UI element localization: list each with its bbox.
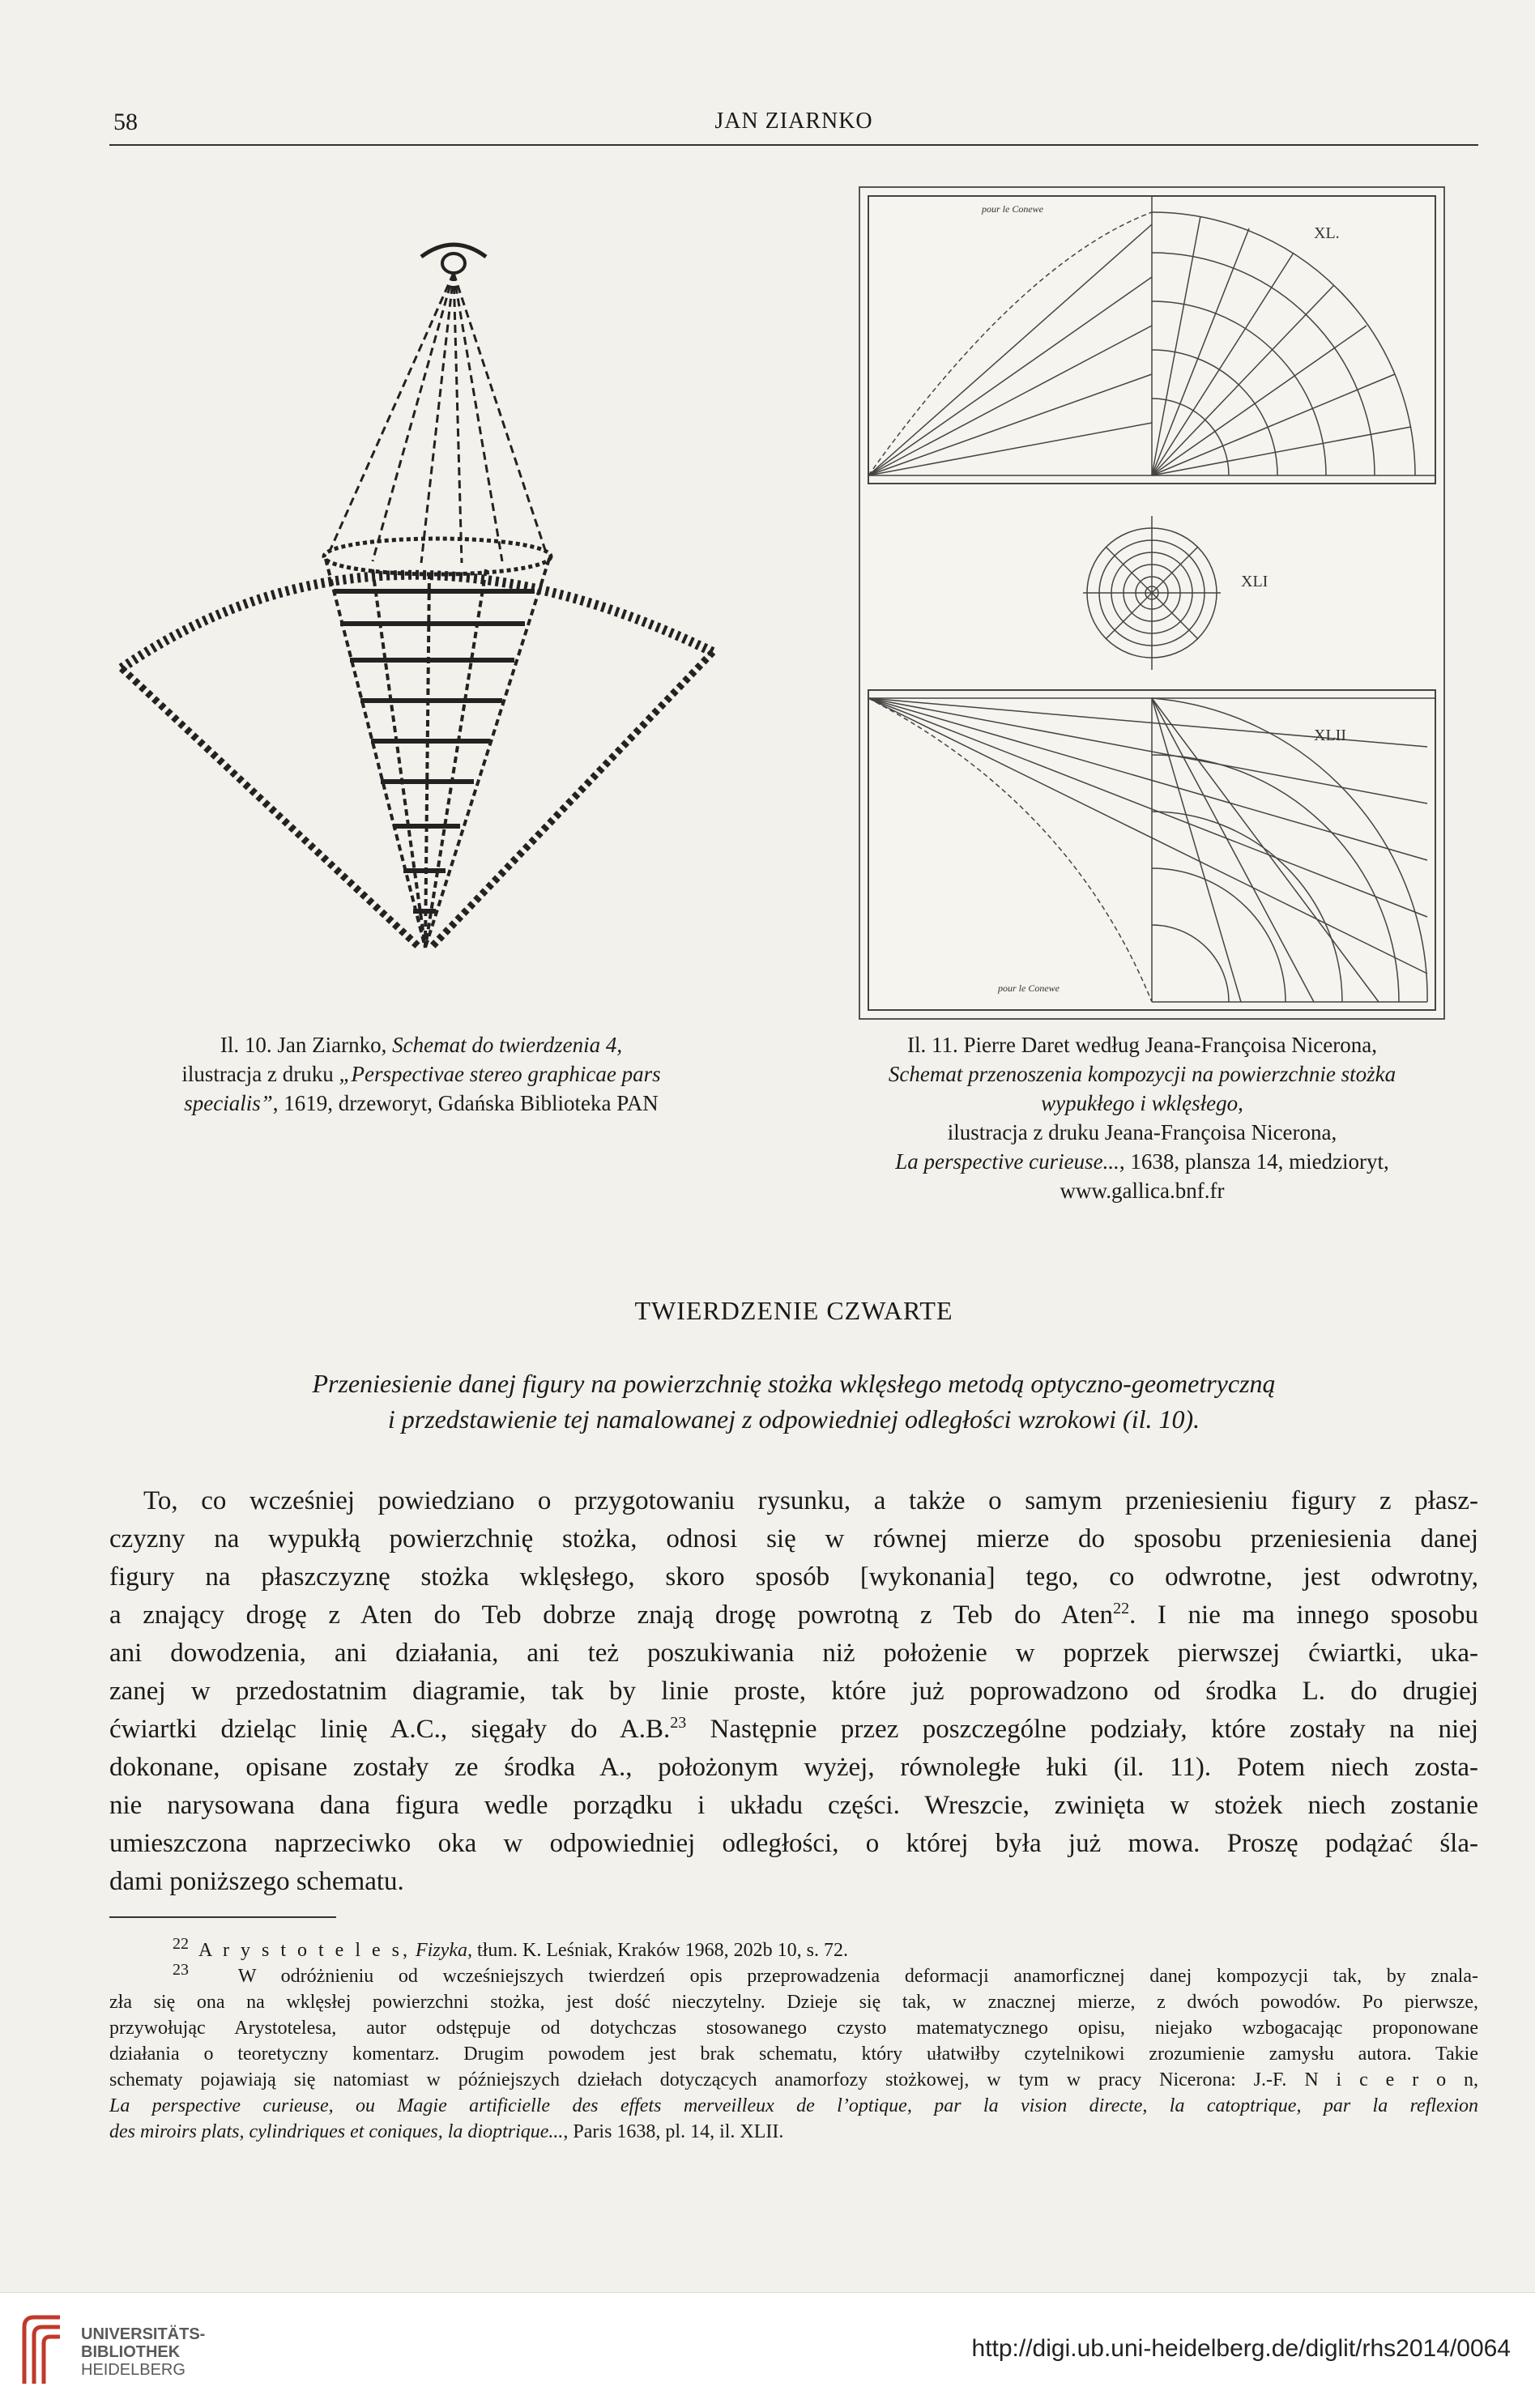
- niceron-plate-image: [860, 188, 1443, 1018]
- cone-woodcut-image: [113, 198, 745, 1008]
- source-url-link[interactable]: http://digi.ub.uni-heidelberg.de/diglit/rhs2014/0064: [971, 2335, 1511, 2362]
- plate-label-xlii: XLII: [1314, 727, 1346, 744]
- body-line: a znający drogę z Aten do Teb dobrze znają drogę powrotną z Teb do Aten$^{22}$. I nie ma innego sposobu: [109, 1600, 1479, 1630]
- footnote-line: La perspective curieuse, ou Magie artificielle des effets merveilleux de l’optique, par la vision directe, la catoptrique, par la reflexion: [109, 2095, 1478, 2116]
- plate-label-cone-bottom: pour le Conewe: [998, 982, 1060, 994]
- body-line: nie narysowana dana figura wedle porządku i układu części. Wreszcie, zwinięta w stożek niech zostanie: [109, 1791, 1478, 1820]
- plate-label-xl: XL.: [1314, 224, 1340, 242]
- caption-line: Il. 10. Jan Ziarnko, Schemat do twierdzenia 4,: [220, 1033, 623, 1057]
- body-line: To, co wcześniej powiedziano o przygotowaniu rysunku, a także o samym przeniesieniu figury z płasz-: [143, 1486, 1478, 1515]
- library-logo-icon: [16, 2311, 68, 2389]
- caption-line: specialis”, 1619, drzeworyt, Gdańska Biblioteka PAN: [184, 1091, 659, 1115]
- running-header: [109, 107, 1478, 146]
- subtitle-line: i przedstawienie tej namalowanej z odpowiedniej odległości wzrokowi (il. 10).: [387, 1404, 1200, 1434]
- caption-line: Schemat przenoszenia kompozycji na powierzchnie stożka: [888, 1062, 1396, 1086]
- footnote-line: działania o teoretyczny komentarz. Drugim powodem jest brak schematu, który ułatwiłby czytelnikowi zrozumienie zamysłu autora. Takie: [109, 2044, 1478, 2065]
- footnotes: [109, 1937, 1478, 2145]
- figure-10-caption: [105, 1030, 737, 1118]
- body-line: ćwiartki dzieląc linię A.C., sięgały do A.B.$^{23}$ Następnie przez poszczególne podziały, które zostały na niej: [109, 1714, 1478, 1744]
- body-line: zanej w przedostatnim diagramie, tak by linie proste, które już poprowadzono od środka L. do drugiej: [109, 1677, 1478, 1706]
- body-line: umieszczona naprzeciwko oka w odpowiedniej odległości, o której była już mowa. Proszę podążać śla-: [109, 1829, 1478, 1858]
- footnote-divider: [109, 1916, 336, 1918]
- section-title: TWIERDZENIE CZWARTE: [634, 1296, 953, 1325]
- footnote-23: $^{23}$ W odróżnieniu od wcześniejszych twierdzeń opis przeprowadzenia deformacji anamorficznej danej kompozycji tak, by znala-: [173, 1961, 1478, 1987]
- figure-11-caption: [826, 1030, 1458, 1205]
- footnote-ref-22[interactable]: 22: [1113, 1600, 1130, 1617]
- caption-line: Il. 11. Pierre Daret według Jeana-Françoisa Nicerona,: [906, 1033, 1377, 1057]
- footnote-line: przywołując Arystotelesa, autor odstępuje od dotychczas stosowanego czysto matematycznego opisu, niejako wzbogacając proponowane: [109, 2018, 1478, 2039]
- figure-11-engraving: [859, 186, 1445, 1020]
- caption-line: ilustracja z druku „Perspectivae stereo graphicae pars: [181, 1062, 661, 1086]
- body-line: ani dowodzenia, ani działania, ani też poszukiwania niż położenie w poprzek pierwszej ćwiartki, uka-: [109, 1639, 1478, 1668]
- running-head-author: JAN ZIARNKO: [714, 109, 873, 134]
- footnote-line: zła się ona na wklęsłej powierzchni stożka, jest dość nieczytelny. Dzieje się tak, w znacznej mierze, z dwóch powodów. Po pierwsze,: [109, 1992, 1478, 2013]
- caption-line: www.gallica.bnf.fr: [1060, 1178, 1225, 1203]
- section-subtitle: [109, 1366, 1478, 1437]
- subtitle-line: Przeniesienie danej figury na powierzchnię stożka wklęsłego metodą optyczno-geometryczną: [312, 1369, 1276, 1398]
- footnote-ref-23[interactable]: 23: [670, 1714, 687, 1732]
- plate-label-cone-top: pour le Conewe: [982, 203, 1043, 215]
- digitization-footer: [0, 2292, 1535, 2408]
- caption-line: wypukłego i wklęsłego,: [1041, 1091, 1243, 1115]
- page-number: 58: [113, 109, 138, 135]
- body-paragraph: [109, 1482, 1478, 1901]
- body-line: dami poniższego schematu.: [109, 1867, 404, 1896]
- library-logo-text: UNIVERSITÄTS- BIBLIOTHEK HEIDELBERG: [81, 2325, 206, 2379]
- figure-10-woodcut: [113, 198, 745, 1008]
- body-line: czyzny na wypukłą powierzchnię stożka, odnosi się w równej mierze do sposobu przeniesienia danej: [109, 1524, 1478, 1553]
- caption-line: ilustracja z druku Jeana-Françoisa Nicerona,: [947, 1120, 1337, 1144]
- plate-label-xli: XLI: [1241, 573, 1269, 590]
- footnote-line: schematy pojawiają się natomiast w późniejszych dziełach dotyczących anamorfozy stożkowej, w tym w pracy Nicerona: J.-F. N i c e r o n,: [109, 2069, 1478, 2090]
- footnote-line: des miroirs plats, cylindriques et coniques, la dioptrique..., Paris 1638, pl. 14, il. XLII.: [109, 2121, 784, 2142]
- footnote-22: $^{22}$ A r y s t o t e l e s, Fizyka, tłum. K. Leśniak, Kraków 1968, 202b 10, s. 72.: [173, 1935, 848, 1961]
- body-line: figury na płaszczyznę stożka wklęsłego, skoro sposób [wykonania] tego, co odwrotne, jest odwrotny,: [109, 1562, 1478, 1592]
- body-line: dokonane, opisane zostały ze środka A., położonym wyżej, równoległe łuki (il. 11). Potem niech zosta-: [109, 1753, 1478, 1782]
- caption-line: La perspective curieuse..., 1638, plansza 14, miedzioryt,: [895, 1149, 1389, 1174]
